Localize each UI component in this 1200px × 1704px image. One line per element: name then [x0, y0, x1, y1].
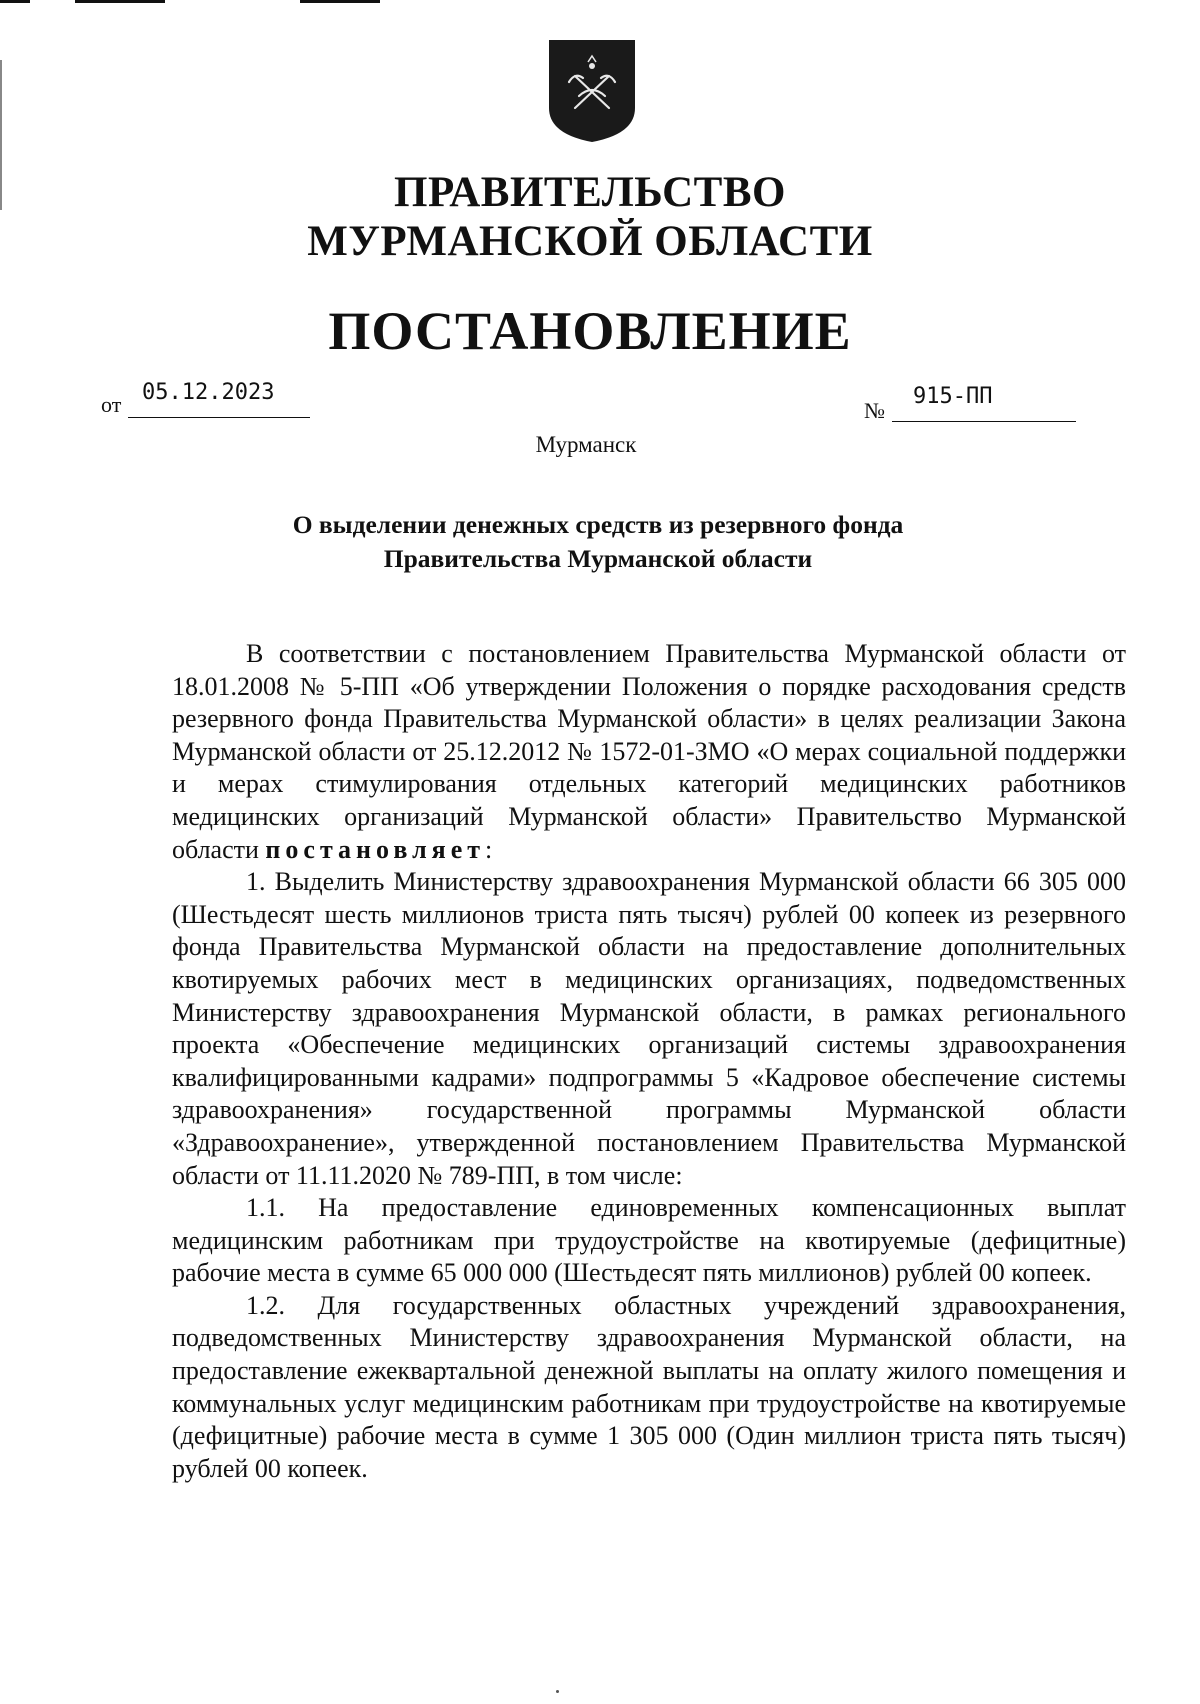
scan-dot: [556, 1690, 559, 1693]
document-number: 915-ПП: [913, 384, 993, 409]
subject-line2: Правительства Мурманской области: [383, 544, 813, 573]
date-underline: [128, 417, 310, 418]
item-1-1: 1.1. На предоставление единовременных компенсационных выплат медицинским работникам при трудоустройстве на квотируемые (дефицитные) рабочие места в сумме 65 000 000 (Шестьдесят пять миллионов) рублей 00 копеек.: [172, 1193, 1126, 1288]
number-underline: [892, 421, 1076, 422]
preamble-paragraph: [172, 638, 1126, 866]
scan-artifact: [0, 0, 30, 3]
government-title-line1: ПРАВИТЕЛЬСТВО: [394, 169, 786, 216]
preamble-text: В соответствии с постановлением Правительства Мурманской области от 18.01.2008 № 5-ПП «Об утверждении Положения о порядке расходования средств резервного фонда Правительства Мурманской области» в целях реализации Закона Мурманской области от 25.12.2012 № 1572-01-ЗМО «О мерах социальной поддержки и мерах стимулирования отдельных категорий медицинских работников медицинских организаций Мурманской области» Правительство Мурманской области: [172, 639, 1126, 864]
document-date: 05.12.2023: [142, 380, 275, 405]
scan-artifact: [300, 0, 380, 3]
item-1: 1. Выделить Министерству здравоохранения Мурманской области 66 305 000 (Шестьдесят шесть миллионов триста пять тысяч) рублей 00 копеек из резервного фонда Правительства Мурманской области на предоставление дополнительных квотируемых рабочих мест в медицинских организациях, подведомственных Министерству здравоохранения Мурманской области, в рамках регионального проекта «Обеспечение медицинских организаций системы здравоохранения квалифицированными кадрами» подпрограммы 5 «Кадровое обеспечение системы здравоохранения» государственной программы Мурманской области «Здравоохранение», утвержденной постановлением Правительства Мурманской области от 11.11.2020 № 789-ПП, в том числе:: [172, 867, 1126, 1190]
subject-line1: О выделении денежных средств из резервного фонда: [292, 510, 904, 539]
scan-artifact: [75, 0, 165, 3]
city: Мурманск: [535, 432, 637, 457]
resolves-word: постановляет: [265, 834, 486, 864]
document-subject: [0, 508, 1196, 576]
number-prefix: №: [864, 398, 885, 423]
resolves-colon: :: [485, 834, 493, 864]
document-body: [172, 638, 1126, 1485]
coat-of-arms-icon: [547, 38, 637, 144]
document-type: ПОСТАНОВЛЕНИЕ: [328, 301, 852, 361]
item-1-2: 1.2. Для государственных областных учреждений здравоохранения, подведомственных Министерству здравоохранения Мурманской области, на предоставление ежеквартальной денежной выплаты на оплату жилого помещения и коммунальных услуг медицинским работникам при трудоустройстве на квотируемые (дефицитные) рабочие места в сумме 1 305 000 (Один миллион триста пять тысяч) рублей 00 копеек.: [172, 1290, 1126, 1483]
government-title-line2: МУРМАНСКОЙ ОБЛАСТИ: [307, 218, 873, 266]
government-title: [0, 168, 1180, 267]
date-prefix: от: [101, 392, 122, 417]
